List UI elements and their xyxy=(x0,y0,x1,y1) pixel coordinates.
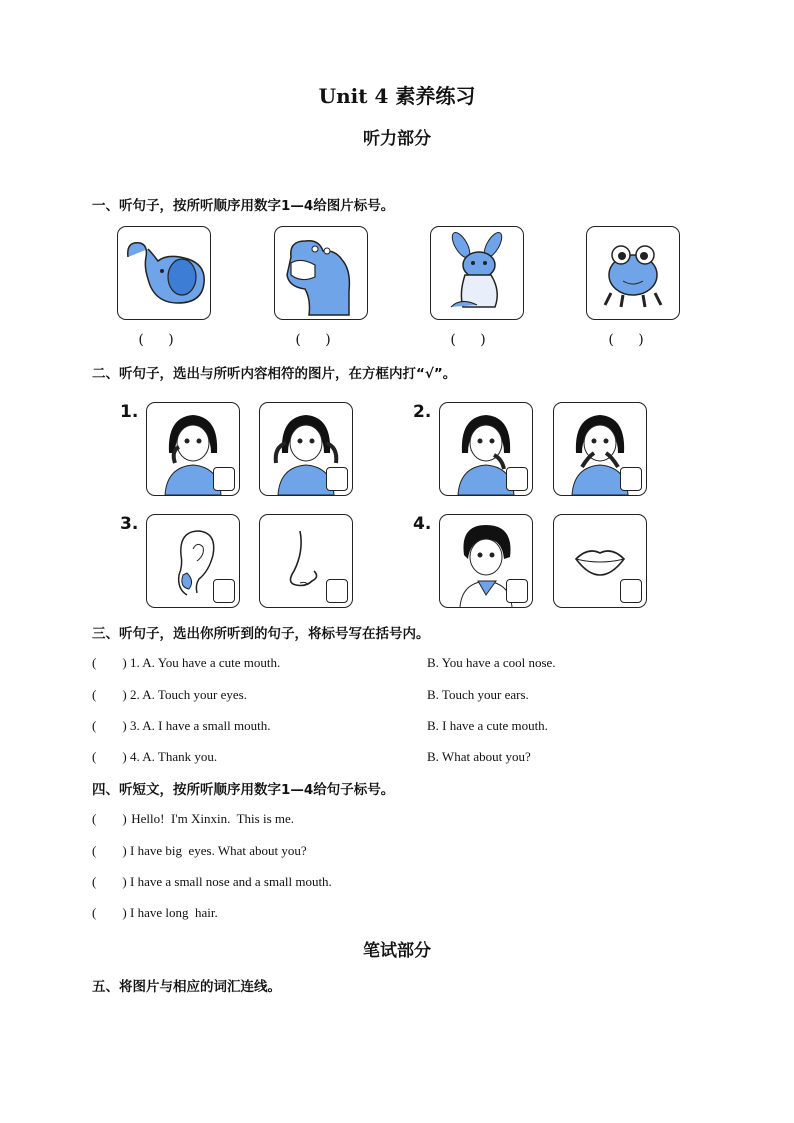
section5-heading: 五、将图片与相应的词汇连线。 xyxy=(92,979,281,995)
tick-box-4a[interactable] xyxy=(506,579,528,603)
choice-picture-4a xyxy=(439,514,533,608)
answer-blank-3[interactable]: ( ) xyxy=(450,332,496,348)
order-blank-3[interactable]: ( ) xyxy=(92,874,127,889)
elephant-icon xyxy=(118,227,210,319)
choice-blank-4[interactable]: ( ) xyxy=(92,749,127,764)
section1-heading: 一、听句子，按所听顺序用数字1—4给图片标号。 xyxy=(92,198,395,214)
section3-heading: 三、听句子，选出你所听到的句子，将标号写在括号内。 xyxy=(92,626,430,642)
order-blank-1[interactable]: ( ) xyxy=(92,811,127,826)
tick-box-3b[interactable] xyxy=(326,579,348,603)
choice-picture-2b xyxy=(553,402,647,496)
choice-picture-4b xyxy=(553,514,647,608)
section2-heading: 二、听句子，选出与所听内容相符的图片，在方框内打“√”。 xyxy=(92,366,457,382)
sentence-2: I have big eyes. What about you? xyxy=(130,843,307,858)
tick-box-2a[interactable] xyxy=(506,467,528,491)
option-1b: B. You have a cool nose. xyxy=(427,655,556,670)
option-2b: B. Touch your ears. xyxy=(427,687,529,702)
tick-box-4b[interactable] xyxy=(620,579,642,603)
picture-elephant xyxy=(117,226,211,320)
choice-picture-1b xyxy=(259,402,353,496)
picture-frog xyxy=(586,226,680,320)
choice-picture-2a xyxy=(439,402,533,496)
section4-heading: 四、听短文，按所听顺序用数字1—4给句子标号。 xyxy=(92,782,395,798)
sentence-3: I have a small nose and a small mouth. xyxy=(130,874,332,889)
option-2a: 2. A. Touch your eyes. xyxy=(130,687,247,702)
answer-blank-2[interactable]: ( ) xyxy=(295,332,341,348)
order-blank-2[interactable]: ( ) xyxy=(92,843,127,858)
sentence-4: I have long hair. xyxy=(130,905,218,920)
listening-part-title: 听力部分 xyxy=(363,129,431,149)
group-number-1: 1. xyxy=(120,402,139,422)
hippo-icon xyxy=(275,227,367,319)
order-blank-4[interactable]: ( ) xyxy=(92,905,127,920)
picture-rabbit xyxy=(430,226,524,320)
page-title: Unit 4 素养练习 xyxy=(318,84,476,108)
answer-blank-1[interactable]: ( ) xyxy=(138,332,184,348)
option-4a: 4. A. Thank you. xyxy=(130,749,218,764)
sentence-1: Hello! I'm Xinxin. This is me. xyxy=(128,811,295,826)
rabbit-icon xyxy=(431,227,523,319)
answer-blank-4[interactable]: ( ) xyxy=(608,332,654,348)
group-number-4: 4. xyxy=(413,514,432,534)
choice-blank-3[interactable]: ( ) xyxy=(92,718,127,733)
choice-blank-1[interactable]: ( ) xyxy=(92,655,127,670)
group-number-2: 2. xyxy=(413,402,432,422)
picture-hippo xyxy=(274,226,368,320)
tick-box-1b[interactable] xyxy=(326,467,348,491)
tick-box-1a[interactable] xyxy=(213,467,235,491)
option-1a: 1. A. You have a cute mouth. xyxy=(130,655,281,670)
writing-part-title: 笔试部分 xyxy=(363,941,431,961)
group-number-3: 3. xyxy=(120,514,139,534)
choice-picture-3a xyxy=(146,514,240,608)
tick-box-2b[interactable] xyxy=(620,467,642,491)
option-3b: B. I have a cute mouth. xyxy=(427,718,548,733)
option-3a: 3. A. I have a small mouth. xyxy=(130,718,271,733)
choice-picture-3b xyxy=(259,514,353,608)
frog-icon xyxy=(587,227,679,319)
tick-box-3a[interactable] xyxy=(213,579,235,603)
choice-blank-2[interactable]: ( ) xyxy=(92,687,127,702)
choice-picture-1a xyxy=(146,402,240,496)
option-4b: B. What about you? xyxy=(427,749,531,764)
